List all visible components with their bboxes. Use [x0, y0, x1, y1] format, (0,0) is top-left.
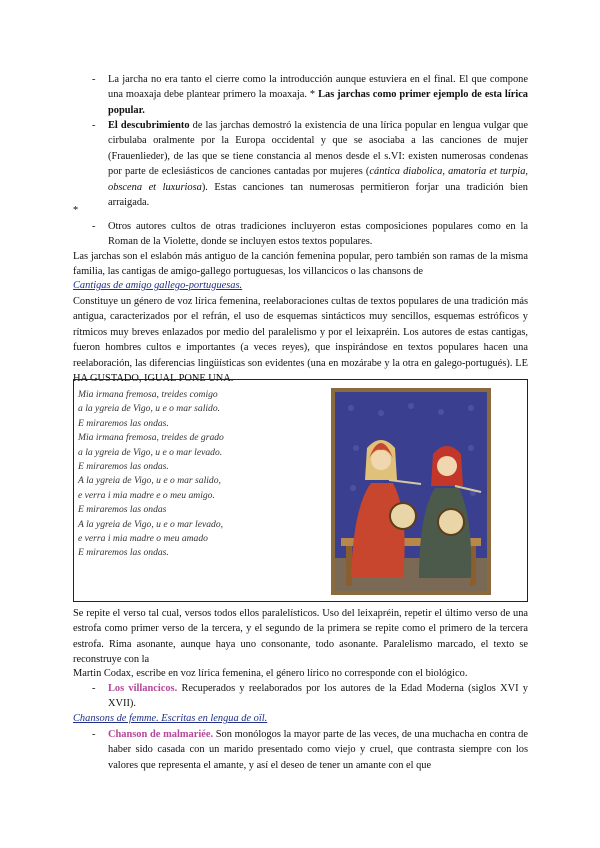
poem-line: E miraremos las ondas. — [78, 547, 169, 559]
asterisk-marker: * — [73, 205, 79, 216]
item-malmariee — [108, 727, 528, 773]
item-descubrimiento-italic: cántica diabolica, amatoria et turpia, obscena et luxuriosa — [108, 166, 528, 193]
poem-line: E miraremos las ondas. — [78, 461, 169, 473]
item-jarcha — [108, 72, 528, 118]
item-villancicos — [108, 681, 528, 712]
poem-line: e verra i mia madre o meu amado — [78, 533, 208, 545]
poem-line: E miraremos las ondas — [78, 504, 167, 516]
paragraph-cantigas: Constituye un género de voz lírica femenina, reelaboraciones cultas de textos populares de una tradición más antigua, caracterizados por el refrán, el uso de esquemas sintácticos muy sencillos, esquemas estróficos y rítmicos muy breves enlazados por medio del paralelismo y por el leixapréin. Los autores de estas cantigas, fueron hombres cultos e importantes (a veces reyes), que inspirándose en textos populares hacen una reelaboración, las diferencias lingüísticas son evidentes (una en mozárabe y la otra en galego-portugués). LE HA GUSTADO, IGUAL PONE UNA. — [73, 296, 528, 385]
item-otros: Otros autores cultos de otras tradiciones incluyeron estas composiciones populares como en la Roman de la Violette, donde se incluyen estos textos populares. — [108, 221, 528, 248]
poem-line: Mia irmana fremosa, treides de grado — [78, 432, 224, 444]
bullet-dash: - — [92, 221, 96, 232]
poem-line: a la ygreia de Vigo, u e o mar levado. — [78, 446, 223, 458]
section-cantigas-link[interactable]: Cantigas de amigo gallego-portuguesas. — [73, 280, 243, 291]
poem-line: E miraremos las ondas. — [78, 417, 169, 429]
poem-line: A la ygreia de Vigo, u e o mar salido, — [78, 475, 221, 487]
villancicos-label: Los villancicos. — [108, 683, 178, 694]
item-jarcha-bold: Las jarchas como primer ejemplo de esta lírica popular. — [108, 89, 529, 116]
bullet-dash: - — [92, 74, 96, 85]
poem-line: A la ygreia de Vigo, u e o mar levado, — [78, 518, 224, 530]
bullet-dash: - — [92, 683, 96, 694]
item-descubrimiento-bold: El descubrimiento — [108, 120, 190, 131]
paragraph-jarchas: Las jarchas son el eslabón más antiguo de la canción femenina popular, pero también son ramas de la misma familia, las cantigas de amigo-gallego portuguesas, los villancicos o las chansons de — [73, 251, 528, 278]
paragraph-verso: Se repite el verso tal cual, versos todos ellos paralelísticos. Uso del leixapréin, repetir el último verso de una estrofa como primer verso de la tercera, y el segundo de la primera se repite como el primero de la tercera estrofa. Rima asonante, aunque haya uno consonante, todo asonante. Paralelismo marcado, el texto se reconstruye con la — [73, 608, 528, 666]
item-jarcha-text: La jarcha no era tanto el cierre como la introducción aunque estuviera en el final. El que compone una moaxaja debe plantear primero la moaxaja. * — [108, 74, 528, 101]
poem-line: e verra i mia madre e o meu amigo. — [78, 489, 215, 501]
malmariee-label: Chanson de malmariée. — [108, 729, 214, 740]
poem-line: a la ygreia de Vigo, u e o mar salido. — [78, 403, 221, 415]
section-chansons-link[interactable]: Chansons de femme. Escritas en lengua de oïl. — [73, 713, 268, 724]
figure-box — [73, 379, 528, 602]
item-descubrimiento-text-a: de las jarchas demostró la existencia de una lírica popular en lengua vulgar que cirbulaba oralmente por la Europa occidental y que se asociaba a las canciones de mujer (Frauenlieder), de las que se tiene constancia al menos desde el s.VI: existen numerosas condenas por parte de eclesiásticos de canciones cantadas por mujeres ( — [108, 120, 528, 178]
item-descubrimiento — [108, 118, 528, 210]
item-descubrimiento-text-b: ). Estas canciones tan numerosas permitieron forjar una tradición bien arraigada. — [108, 181, 528, 209]
paragraph-martin-codax: Martin Codax, escribe en voz lírica femenina, el género lírico no corresponde con el biológico. — [73, 668, 468, 679]
villancicos-text: Recuperados y reelaborados por los autores de la Edad Moderna (siglos XVI y XVII). — [108, 683, 528, 710]
minstrels-illustration — [331, 388, 491, 595]
poem-text — [78, 388, 323, 561]
poem-line: Mia irmana fremosa, treides comigo — [78, 389, 218, 400]
bullet-dash: - — [92, 729, 96, 740]
malmariee-text: Son monólogos la mayor parte de las veces, de una muchacha en contra de haber sido casada con un marido presentado como viejo y cruel, que contrasta siempre con los valores que representa el amante, y así el deseo de tener un amante con el que — [108, 729, 528, 771]
bullet-dash: - — [92, 120, 96, 131]
